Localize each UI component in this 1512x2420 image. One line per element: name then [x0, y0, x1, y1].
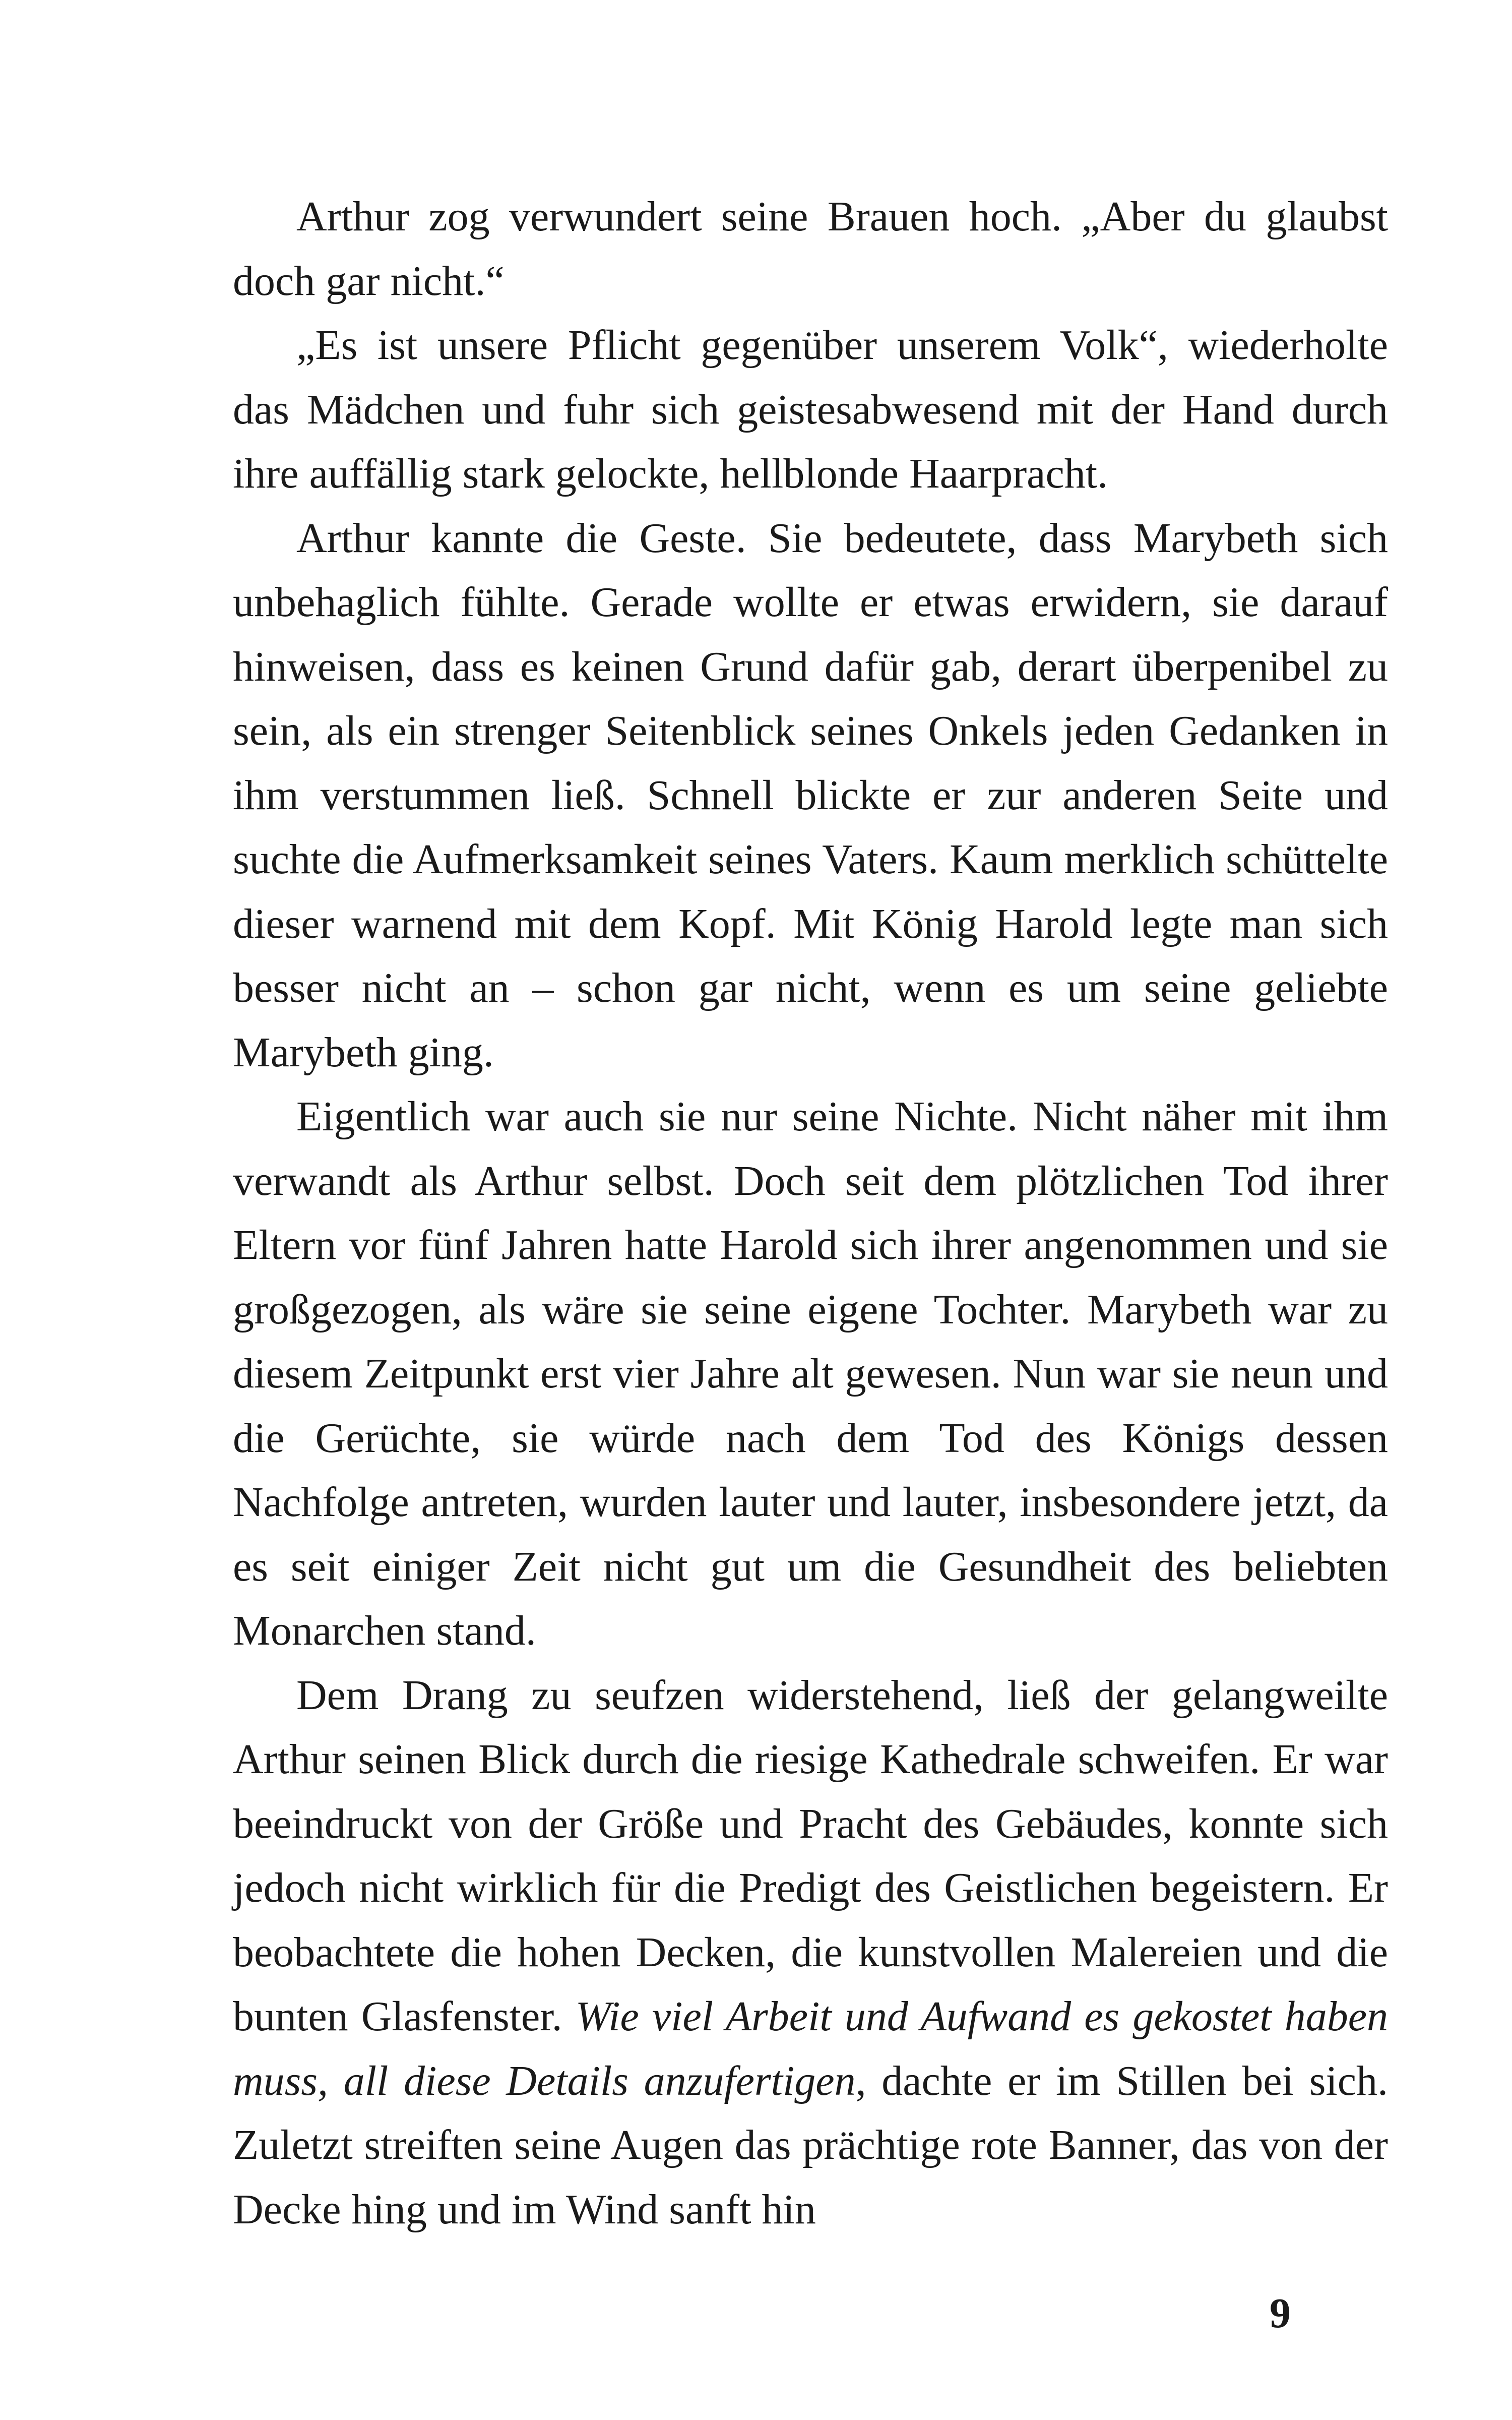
- paragraph-5-end: , dachte er im Stillen bei sich. Zuletzt streiften seine Augen das prächtige rote Banner, das von der Decke hing und im Wind sanft hin: [233, 2057, 1388, 2233]
- paragraph-5-start: Dem Drang zu seufzen widerstehend, ließ der gelangweilte Arthur seinen Blick durch die riesige Kathedrale schweifen. Er war beeindruckt von der Größe und Pracht des Gebäudes, konnte sich jedoch nicht wirklich für die Predigt des Geistlichen begeistern. Er beobachtete die hohen Decken, die kunstvollen Malereien und die bunten Glasfenster.: [233, 1671, 1388, 2040]
- paragraph-5: [233, 1663, 1388, 2242]
- paragraph-3: Arthur kannte die Geste. Sie bedeutete, dass Marybeth sich unbehaglich fühlte. Gerade wollte er etwas erwidern, sie darauf hinweisen, dass es keinen Grund dafür gab, derart überpenibel zu sein, als ein strenger Seitenblick seines Onkels jeden Gedanken in ihm verstummen ließ. Schnell blickte er zur anderen Seite und suchte die Aufmerksamkeit seines Vaters. Kaum merklich schüttelte dieser warnend mit dem Kopf. Mit König Harold legte man sich besser nicht an – schon gar nicht, wenn es um seine geliebte Marybeth ging.: [233, 514, 1388, 1076]
- body-text: [233, 185, 1388, 2242]
- page-number: 9: [1270, 2290, 1291, 2337]
- paragraph-2: „Es ist unsere Pflicht gegenüber unserem Volk“, wiederholte das Mädchen und fuhr sich geistesabwesend mit der Hand durch ihre auffällig stark gelockte, hellblonde Haarpracht.: [233, 322, 1388, 497]
- inner-thought-italic: Wie viel Arbeit und Aufwand es gekostet haben muss, all diese Details anzufertigen: [233, 1993, 1389, 2104]
- paragraph-1: Arthur zog verwundert seine Brauen hoch. „Aber du glaubst doch gar nicht.“: [233, 193, 1388, 305]
- paragraph-4: Eigentlich war auch sie nur seine Nichte. Nicht näher mit ihm verwandt als Arthur selbst. Doch seit dem plötzlichen Tod ihrer Eltern vor fünf Jahren hatte Harold sich ihrer angenommen und sie großgezogen, als wäre sie seine eigene Tochter. Marybeth war zu diesem Zeitpunkt erst vier Jahre alt gewesen. Nun war sie neun und die Gerüchte, sie würde nach dem Tod des Königs dessen Nachfolge antreten, wurden lauter und lauter, insbesondere jetzt, da es seit einiger Zeit nicht gut um die Gesundheit des beliebten Monarchen stand.: [233, 1093, 1388, 1654]
